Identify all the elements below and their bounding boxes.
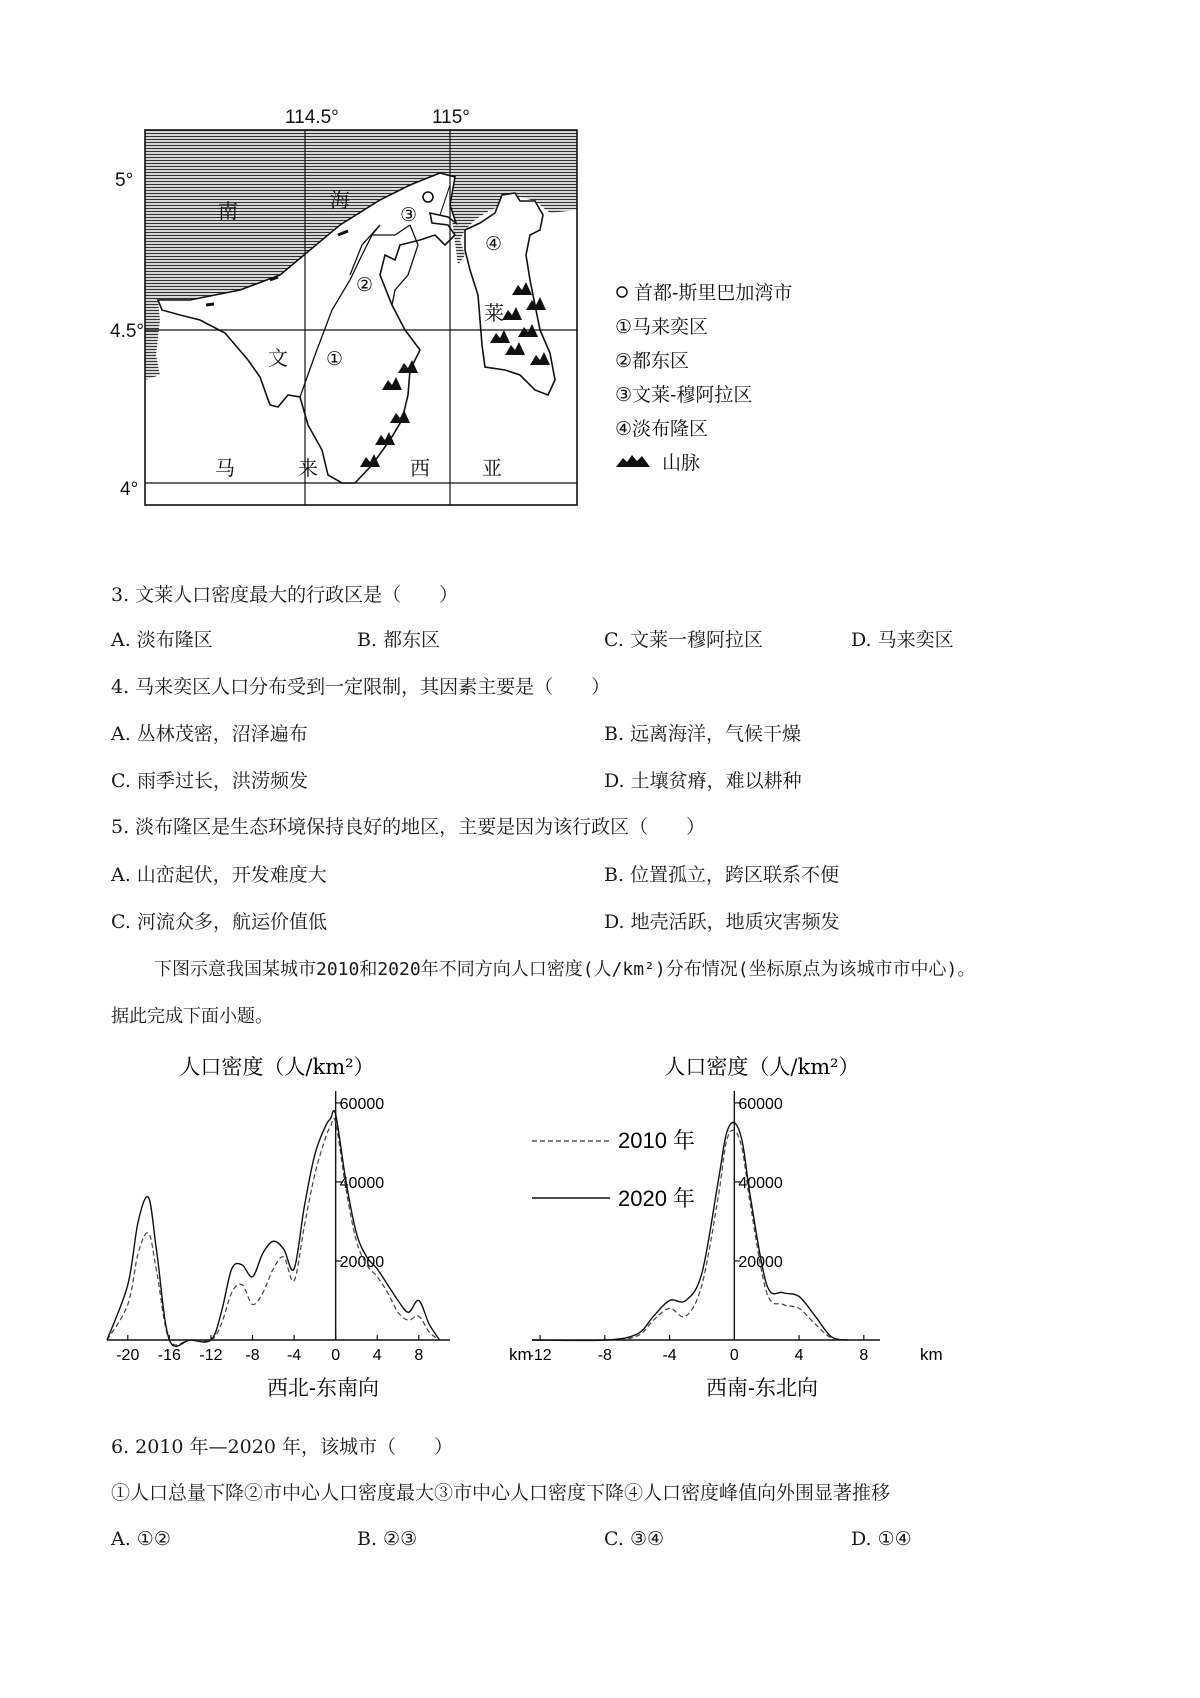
chart-sw-ne-series-2020 [532,1122,848,1340]
label-lai: 莱 [484,303,504,325]
chart-nw-se-svg [105,1050,532,1410]
legend-2010-label: 2010 年 [618,1128,696,1153]
label-lai2: 来 [298,458,318,480]
q4-option-b[interactable]: B. 远离海洋，气候干燥 [604,723,802,745]
capital-circle-icon [423,192,433,202]
lon-label-1145: 114.5° [285,107,339,128]
label-nan: 南 [218,201,238,223]
q6-option-d[interactable]: D. ①④ [851,1528,912,1550]
legend-2020-label: 2020 年 [618,1186,696,1211]
chart-nw-se-y-tick-label: 40000 [339,1174,385,1192]
label-hai: 海 [330,190,350,212]
chart-nw-se-title: 人口密度（人/km²） [179,1055,375,1079]
q6-option-b[interactable]: B. ②③ [357,1528,418,1550]
chart-nw-se-x-tick-label: -8 [245,1347,260,1364]
chart-sw-ne [530,1050,960,1410]
lat-label-45: 4.5° [110,321,145,342]
q6-option-c[interactable]: C. ③④ [604,1528,665,1550]
chart-nw-se-x-tick-label: 8 [414,1347,424,1364]
chart-nw-se [105,1050,532,1410]
q5-option-b[interactable]: B. 位置孤立，跨区联系不便 [604,864,840,886]
label-ma: 马 [215,458,235,480]
q5-option-a[interactable]: A. 山峦起伏，开发难度大 [111,864,327,886]
legend-capital: 首都-斯里巴加湾市 [634,283,793,304]
chart-nw-se-x-tick-label: 0 [331,1347,341,1364]
chart-sw-ne-x-tick-label: -8 [597,1347,612,1364]
q6-option-a[interactable]: A. ①② [111,1528,171,1550]
district-mark-1: ① [326,349,344,370]
chart-sw-ne-y-tick-label: 20000 [738,1253,783,1271]
chart-sw-ne-title: 人口密度（人/km²） [664,1055,860,1079]
chart-sw-ne-x-tick-label: -12 [528,1347,552,1364]
brunei-map [110,105,910,565]
map-svg [110,105,910,565]
q4-stem: 4. 马来奕区人口分布受到一定限制，其因素主要是（ ） [111,676,611,698]
chart-sw-ne-svg [530,1050,960,1410]
chart-sw-ne-x-tick-label: 0 [729,1347,739,1364]
q3-option-c[interactable]: C. 文莱一穆阿拉区 [604,629,763,651]
legend-district-4: ④淡布隆区 [615,419,709,440]
chart-nw-se-x-tick-label: -12 [199,1347,223,1364]
chart-nw-se-series-2020 [107,1111,440,1347]
chart-sw-ne-series-2010 [532,1130,848,1340]
district-mark-2: ② [356,275,374,296]
q4-option-d[interactable]: D. 土壤贫瘠，难以耕种 [604,770,802,792]
q3-option-a[interactable]: A. 淡布隆区 [111,629,213,651]
q5-option-d[interactable]: D. 地壳活跃，地质灾害频发 [604,911,840,933]
label-xi: 西 [410,458,430,480]
q4-option-a[interactable]: A. 丛林茂密，沼泽遍布 [111,723,308,745]
legend-district-1: ①马来奕区 [615,317,709,338]
chart-sw-ne-x-tick-label: -4 [662,1347,677,1364]
q6-statements: ①人口总量下降②市中心人口密度最大③市中心人口密度下降④人口密度峰值向外围显著推移 [111,1482,891,1504]
chart-nw-se-x-tick-label: -4 [286,1347,302,1364]
q3-stem: 3. 文莱人口密度最大的行政区是（ ） [111,584,459,606]
q5-option-c[interactable]: C. 河流众多，航运价值低 [111,911,327,933]
legend-district-2: ②都东区 [615,351,690,372]
chart-nw-se-x-tick-label: -20 [116,1347,140,1364]
map-legend [615,282,792,474]
chart-nw-se-x-tick-label: -16 [157,1347,181,1364]
q6-stem: 6. 2010 年—2020 年，该城市（ ） [111,1436,453,1458]
legend-capital-circle-icon [617,287,627,297]
chart-nw-se-xlabel: 西北-东南向 [266,1376,380,1400]
chart-sw-ne-xunit: km [920,1345,943,1364]
district-mark-4: ④ [485,234,503,255]
district-mark-3: ③ [400,205,418,226]
lat-label-4: 4° [120,479,139,500]
chart-intro-line1: 下图示意我国某城市2010和2020年不同方向人口密度(人/km²)分布情况(坐标原点为该城市市中心)。 [154,959,976,980]
chart-intro-line2: 据此完成下面小题。 [111,1006,273,1027]
lon-label-115: 115° [432,107,470,128]
lat-label-5: 5° [115,170,134,191]
q3-option-d[interactable]: D. 马来奕区 [851,629,954,651]
chart-sw-ne-x-tick-label: 4 [794,1347,804,1364]
chart-nw-se-y-tick-label: 20000 [339,1253,385,1271]
chart-nw-se-y-tick-label: 60000 [339,1095,385,1113]
q5-stem: 5. 淡布隆区是生态环境保持良好的地区，主要是因为该行政区（ ） [111,816,706,838]
legend-district-3: ③文莱-穆阿拉区 [615,385,753,406]
chart-sw-ne-y-tick-label: 60000 [738,1095,783,1113]
chart-nw-se-x-tick-label: 4 [372,1347,382,1364]
legend-mountain: 山脉 [662,453,701,474]
label-wen: 文 [268,348,288,370]
chart-nw-se-series-2010 [107,1118,440,1345]
q4-option-c[interactable]: C. 雨季过长，洪涝频发 [111,770,308,792]
chart-sw-ne-y-tick-label: 40000 [738,1174,783,1192]
chart-sw-ne-xlabel: 西南-东北向 [705,1376,819,1400]
chart-nw-se-xunit: km [509,1345,532,1364]
label-ya: 亚 [482,458,502,480]
q3-option-b[interactable]: B. 都东区 [357,629,441,651]
legend-mountain-icon [616,455,650,467]
chart-sw-ne-x-tick-label: 8 [859,1347,869,1364]
